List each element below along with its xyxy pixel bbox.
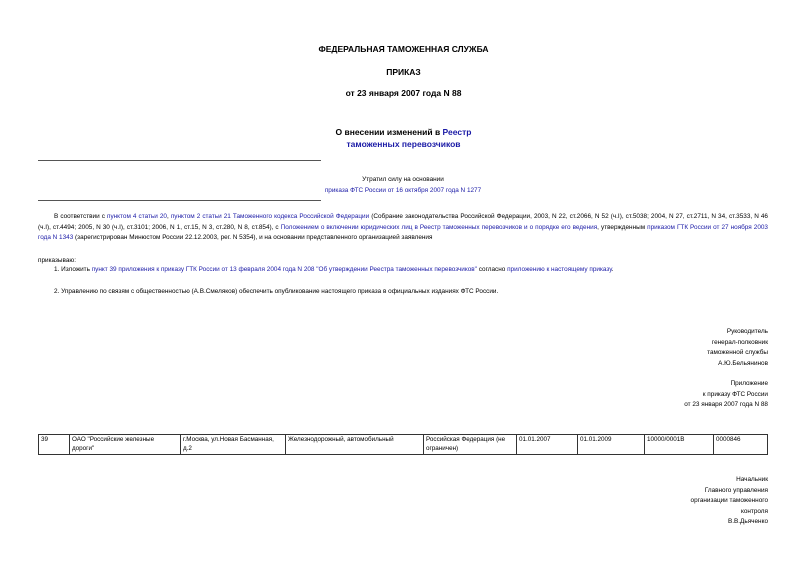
cell-certificate: 10000/0001В	[645, 435, 714, 455]
signature-line: контроля	[740, 507, 768, 515]
item1-text: .	[611, 266, 614, 273]
divider-bottom	[38, 200, 321, 201]
cell-code: 0000846	[714, 435, 768, 455]
signature-line: Руководитель	[726, 328, 768, 335]
cell-date-to: 01.01.2009	[578, 435, 645, 455]
link-appendix[interactable]: приложению к настоящему приказу	[507, 266, 612, 273]
appendix-note	[560, 379, 768, 411]
cell-organization: ОАО "Российские железные дороги"	[70, 435, 181, 455]
link-article-20[interactable]: пунктом 4 статьи 20	[106, 213, 167, 220]
cell-address: г.Москва, ул.Новая Басманная, д.2	[181, 435, 286, 455]
invalid-text: Утратил силу на основании	[362, 176, 444, 183]
link-point-39[interactable]: пункт 39 приложения к приказу ГТК России от 13 февраля 2004 года N 208 "Об утверждении Реестра таможенных перевозчиков"	[91, 266, 477, 273]
preamble-text: (зарегистрирован Минюстом России 22.12.2003, рег. N 5354), и на основании представленного организацией заявления	[73, 234, 433, 241]
title-link-carriers[interactable]: таможенных перевозчиков	[346, 139, 461, 149]
signature-line: Начальник	[736, 476, 768, 483]
divider-top	[38, 160, 321, 161]
signature-line: генерал-полковник	[711, 338, 768, 346]
signature-chief	[560, 475, 768, 528]
cell-transport-type: Железнодорожный, автомобильный	[286, 435, 424, 455]
order-word: приказываю:	[38, 257, 76, 264]
table-row	[39, 435, 768, 455]
preamble-text: (Собрание законодательства Российской Федерации, 2003, N 22, ст.2066, N 52 (ч.I), ст.5038; 2004, N 27, ст.2711, N 34, ст.3533, N 46 (ч.I), ст.4494; 2005, N 30 (ч.I), ст.3101; 2006, N 1, ст.15, N 3, ст.280, N 8, ст.854), с	[38, 213, 768, 231]
link-customs-code[interactable]: пунктом 2 статьи 21 Таможенного кодекса Российской Федерации	[170, 213, 370, 220]
preamble-text: В соответствии с	[54, 213, 107, 220]
signature-line: А.Ю.Бельянинов	[718, 359, 768, 367]
signature-line: таможенной службы	[707, 349, 768, 356]
appendix-line: Приложение	[730, 380, 768, 387]
cell-number: 39	[39, 435, 70, 455]
order-item-1	[54, 265, 768, 276]
link-regulation[interactable]: Положением о включении юридических лиц в Реестр таможенных перевозчиков и о порядке его ведения	[280, 223, 598, 231]
preamble-text: ,	[166, 213, 171, 220]
invalid-note	[38, 175, 768, 196]
cell-territory: Российская Федерация (не ограничен)	[424, 435, 517, 455]
registry-table	[38, 434, 768, 455]
agency-name: ФЕДЕРАЛЬНАЯ ТАМОЖЕННАЯ СЛУЖБА	[318, 44, 489, 54]
cell-date-from: 01.01.2007	[517, 435, 578, 455]
doc-title	[0, 126, 807, 150]
preamble-paragraph	[38, 212, 768, 244]
order-item-2: 2. Управлению по связям с общественностью (А.В.Смеляков) обеспечить опубликование настоящего приказа в официальных изданиях ФТС России.	[54, 288, 499, 295]
appendix-line: от 23 января 2007 года N 88	[684, 401, 768, 408]
signature-line: организации таможенного	[690, 497, 768, 504]
title-link-registry[interactable]: Реестр	[442, 127, 472, 137]
invalid-link[interactable]: приказа ФТС России от 16 октября 2007 года N 1277	[324, 186, 482, 194]
preamble-text: , утвержденным	[597, 223, 648, 231]
link-gtk-order-1343[interactable]: приказом ГТК России от 27 ноября 2003 года N 1343	[38, 223, 768, 241]
item1-text: согласно	[476, 266, 508, 273]
title-prefix: О внесении изменений в	[335, 127, 443, 137]
appendix-line: к приказу ФТС России	[702, 390, 768, 398]
signature-line: В.В.Дьяченко	[727, 518, 768, 525]
doc-date-number: от 23 января 2007 года N 88	[345, 88, 462, 98]
signature-head	[560, 327, 768, 369]
doc-type: ПРИКАЗ	[386, 67, 421, 77]
item1-text: 1. Изложить	[54, 266, 92, 273]
signature-line: Главного управления	[704, 486, 768, 494]
